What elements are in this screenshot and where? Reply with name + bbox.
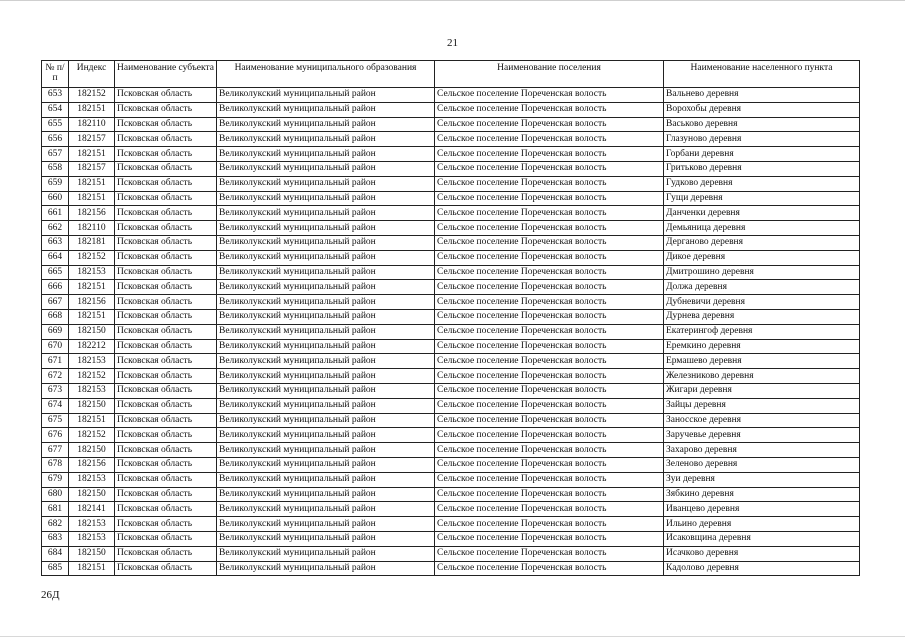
- cell-subject: Псковская область: [115, 472, 217, 487]
- cell-subject: Псковская область: [115, 117, 217, 132]
- cell-locality: Дмитрошино деревня: [664, 265, 860, 280]
- cell-locality: Гритьково деревня: [664, 161, 860, 176]
- cell-locality: Екатерингоф деревня: [664, 324, 860, 339]
- cell-settlement: Сельское поселение Пореченская волость: [435, 413, 664, 428]
- cell-subject: Псковская область: [115, 176, 217, 191]
- cell-locality: Иванцево деревня: [664, 502, 860, 517]
- cell-municipality: Великолукский муниципальный район: [217, 117, 435, 132]
- cell-num: 681: [42, 502, 69, 517]
- cell-subject: Псковская область: [115, 324, 217, 339]
- cell-subject: Псковская область: [115, 265, 217, 280]
- cell-index: 182151: [69, 102, 115, 117]
- cell-index: 182150: [69, 398, 115, 413]
- table-row: [42, 502, 860, 517]
- cell-municipality: Великолукский муниципальный район: [217, 561, 435, 576]
- cell-settlement: Сельское поселение Пореченская волость: [435, 88, 664, 103]
- table-row: [42, 383, 860, 398]
- cell-locality: Зеленово деревня: [664, 457, 860, 472]
- table-row: [42, 443, 860, 458]
- cell-subject: Псковская область: [115, 531, 217, 546]
- cell-index: 182152: [69, 369, 115, 384]
- cell-num: 659: [42, 176, 69, 191]
- cell-index: 182110: [69, 117, 115, 132]
- cell-subject: Псковская область: [115, 221, 217, 236]
- cell-num: 672: [42, 369, 69, 384]
- cell-settlement: Сельское поселение Пореченская волость: [435, 517, 664, 532]
- cell-settlement: Сельское поселение Пореченская волость: [435, 324, 664, 339]
- cell-settlement: Сельское поселение Пореченская волость: [435, 117, 664, 132]
- table-row: [42, 147, 860, 162]
- cell-locality: Зуи деревня: [664, 472, 860, 487]
- cell-num: 668: [42, 309, 69, 324]
- table-row: [42, 428, 860, 443]
- cell-index: 182110: [69, 221, 115, 236]
- cell-subject: Псковская область: [115, 383, 217, 398]
- table-row: [42, 206, 860, 221]
- cell-num: 658: [42, 161, 69, 176]
- cell-subject: Псковская область: [115, 161, 217, 176]
- cell-subject: Псковская область: [115, 102, 217, 117]
- cell-index: 182150: [69, 443, 115, 458]
- cell-municipality: Великолукский муниципальный район: [217, 413, 435, 428]
- cell-municipality: Великолукский муниципальный район: [217, 354, 435, 369]
- cell-subject: Псковская область: [115, 147, 217, 162]
- table-row: [42, 487, 860, 502]
- cell-settlement: Сельское поселение Пореченская волость: [435, 546, 664, 561]
- table-row: [42, 176, 860, 191]
- header-settlement: Наименование поселения: [435, 61, 664, 88]
- cell-subject: Псковская область: [115, 206, 217, 221]
- cell-municipality: Великолукский муниципальный район: [217, 487, 435, 502]
- cell-index: 182152: [69, 428, 115, 443]
- table-row: [42, 339, 860, 354]
- cell-settlement: Сельское поселение Пореченская волость: [435, 161, 664, 176]
- cell-index: 182151: [69, 280, 115, 295]
- table-row: [42, 546, 860, 561]
- cell-municipality: Великолукский муниципальный район: [217, 235, 435, 250]
- cell-municipality: Великолукский муниципальный район: [217, 280, 435, 295]
- cell-municipality: Великолукский муниципальный район: [217, 265, 435, 280]
- table-body: [42, 88, 860, 576]
- cell-subject: Псковская область: [115, 487, 217, 502]
- cell-settlement: Сельское поселение Пореченская волость: [435, 398, 664, 413]
- cell-locality: Зайцы деревня: [664, 398, 860, 413]
- cell-index: 182151: [69, 147, 115, 162]
- cell-subject: Псковская область: [115, 132, 217, 147]
- footer-code: 26Д: [41, 589, 60, 601]
- cell-index: 182150: [69, 546, 115, 561]
- cell-index: 182153: [69, 354, 115, 369]
- cell-index: 182151: [69, 309, 115, 324]
- table-row: [42, 561, 860, 576]
- cell-subject: Псковская область: [115, 398, 217, 413]
- cell-subject: Псковская область: [115, 502, 217, 517]
- cell-subject: Псковская область: [115, 457, 217, 472]
- cell-settlement: Сельское поселение Пореченская волость: [435, 309, 664, 324]
- cell-subject: Псковская область: [115, 235, 217, 250]
- table-row: [42, 531, 860, 546]
- cell-municipality: Великолукский муниципальный район: [217, 102, 435, 117]
- cell-num: 666: [42, 280, 69, 295]
- cell-subject: Псковская область: [115, 250, 217, 265]
- cell-municipality: Великолукский муниципальный район: [217, 443, 435, 458]
- cell-num: 669: [42, 324, 69, 339]
- cell-locality: Дубневичи деревня: [664, 295, 860, 310]
- cell-subject: Псковская область: [115, 369, 217, 384]
- cell-num: 670: [42, 339, 69, 354]
- cell-locality: Еремкино деревня: [664, 339, 860, 354]
- header-index: Индекс: [69, 61, 115, 88]
- cell-index: 182156: [69, 457, 115, 472]
- cell-subject: Псковская область: [115, 339, 217, 354]
- cell-municipality: Великолукский муниципальный район: [217, 161, 435, 176]
- cell-settlement: Сельское поселение Пореченская волость: [435, 280, 664, 295]
- cell-subject: Псковская область: [115, 354, 217, 369]
- cell-subject: Псковская область: [115, 546, 217, 561]
- table-row: [42, 354, 860, 369]
- cell-locality: Ильино деревня: [664, 517, 860, 532]
- cell-municipality: Великолукский муниципальный район: [217, 88, 435, 103]
- table-row: [42, 132, 860, 147]
- table-row: [42, 88, 860, 103]
- cell-index: 182212: [69, 339, 115, 354]
- cell-index: 182156: [69, 295, 115, 310]
- cell-subject: Псковская область: [115, 191, 217, 206]
- cell-index: 182153: [69, 383, 115, 398]
- cell-num: 679: [42, 472, 69, 487]
- cell-num: 675: [42, 413, 69, 428]
- cell-settlement: Сельское поселение Пореченская волость: [435, 369, 664, 384]
- cell-locality: Дерганово деревня: [664, 235, 860, 250]
- cell-num: 685: [42, 561, 69, 576]
- cell-num: 662: [42, 221, 69, 236]
- cell-subject: Псковская область: [115, 88, 217, 103]
- table-row: [42, 221, 860, 236]
- cell-settlement: Сельское поселение Пореченская волость: [435, 428, 664, 443]
- cell-index: 182153: [69, 517, 115, 532]
- cell-num: 677: [42, 443, 69, 458]
- cell-locality: Данченки деревня: [664, 206, 860, 221]
- table-row: [42, 413, 860, 428]
- cell-num: 656: [42, 132, 69, 147]
- cell-municipality: Великолукский муниципальный район: [217, 250, 435, 265]
- settlements-table: [41, 60, 860, 576]
- cell-num: 655: [42, 117, 69, 132]
- cell-locality: Зябкино деревня: [664, 487, 860, 502]
- header-subject: Наименование субъекта: [115, 61, 217, 88]
- cell-municipality: Великолукский муниципальный район: [217, 546, 435, 561]
- cell-municipality: Великолукский муниципальный район: [217, 457, 435, 472]
- cell-index: 182151: [69, 176, 115, 191]
- cell-num: 667: [42, 295, 69, 310]
- cell-settlement: Сельское поселение Пореченская волость: [435, 102, 664, 117]
- cell-num: 680: [42, 487, 69, 502]
- table-row: [42, 102, 860, 117]
- cell-settlement: Сельское поселение Пореченская волость: [435, 235, 664, 250]
- cell-num: 684: [42, 546, 69, 561]
- cell-settlement: Сельское поселение Пореченская волость: [435, 339, 664, 354]
- header-municipality: Наименование муниципального образования: [217, 61, 435, 88]
- cell-index: 182150: [69, 487, 115, 502]
- cell-municipality: Великолукский муниципальный район: [217, 309, 435, 324]
- cell-index: 182151: [69, 413, 115, 428]
- cell-num: 657: [42, 147, 69, 162]
- cell-municipality: Великолукский муниципальный район: [217, 531, 435, 546]
- header-row: [42, 61, 860, 88]
- cell-municipality: Великолукский муниципальный район: [217, 369, 435, 384]
- cell-index: 182157: [69, 132, 115, 147]
- table-row: [42, 398, 860, 413]
- cell-locality: Захарово деревня: [664, 443, 860, 458]
- cell-locality: Жигари деревня: [664, 383, 860, 398]
- cell-num: 661: [42, 206, 69, 221]
- cell-locality: Гущи деревня: [664, 191, 860, 206]
- cell-settlement: Сельское поселение Пореченская волость: [435, 132, 664, 147]
- cell-subject: Псковская область: [115, 295, 217, 310]
- cell-index: 182151: [69, 561, 115, 576]
- cell-num: 665: [42, 265, 69, 280]
- table-row: [42, 369, 860, 384]
- cell-subject: Псковская область: [115, 280, 217, 295]
- table-row: [42, 517, 860, 532]
- cell-subject: Псковская область: [115, 309, 217, 324]
- cell-settlement: Сельское поселение Пореченская волость: [435, 354, 664, 369]
- table-row: [42, 117, 860, 132]
- cell-num: 660: [42, 191, 69, 206]
- cell-settlement: Сельское поселение Пореченская волость: [435, 383, 664, 398]
- cell-locality: Ворохобы деревня: [664, 102, 860, 117]
- cell-settlement: Сельское поселение Пореченская волость: [435, 487, 664, 502]
- cell-num: 663: [42, 235, 69, 250]
- table-row: [42, 265, 860, 280]
- cell-municipality: Великолукский муниципальный район: [217, 191, 435, 206]
- cell-municipality: Великолукский муниципальный район: [217, 398, 435, 413]
- cell-municipality: Великолукский муниципальный район: [217, 472, 435, 487]
- cell-municipality: Великолукский муниципальный район: [217, 324, 435, 339]
- cell-settlement: Сельское поселение Пореченская волость: [435, 502, 664, 517]
- table-row: [42, 309, 860, 324]
- cell-municipality: Великолукский муниципальный район: [217, 132, 435, 147]
- cell-settlement: Сельское поселение Пореченская волость: [435, 457, 664, 472]
- cell-num: 678: [42, 457, 69, 472]
- cell-locality: Исачково деревня: [664, 546, 860, 561]
- cell-index: 182181: [69, 235, 115, 250]
- cell-num: 673: [42, 383, 69, 398]
- page-number: 21: [447, 37, 458, 49]
- cell-settlement: Сельское поселение Пореченская волость: [435, 561, 664, 576]
- table-row: [42, 280, 860, 295]
- cell-settlement: Сельское поселение Пореченская волость: [435, 191, 664, 206]
- cell-settlement: Сельское поселение Пореченская волость: [435, 147, 664, 162]
- cell-municipality: Великолукский муниципальный район: [217, 221, 435, 236]
- cell-municipality: Великолукский муниципальный район: [217, 206, 435, 221]
- cell-settlement: Сельское поселение Пореченская волость: [435, 295, 664, 310]
- cell-num: 653: [42, 88, 69, 103]
- cell-index: 182151: [69, 191, 115, 206]
- cell-subject: Псковская область: [115, 413, 217, 428]
- cell-index: 182153: [69, 531, 115, 546]
- cell-index: 182153: [69, 472, 115, 487]
- cell-locality: Дурнева деревня: [664, 309, 860, 324]
- cell-locality: Должа деревня: [664, 280, 860, 295]
- cell-municipality: Великолукский муниципальный район: [217, 428, 435, 443]
- cell-locality: Заносское деревня: [664, 413, 860, 428]
- cell-locality: Горбани деревня: [664, 147, 860, 162]
- cell-index: 182153: [69, 265, 115, 280]
- cell-municipality: Великолукский муниципальный район: [217, 517, 435, 532]
- cell-locality: Глазуново деревня: [664, 132, 860, 147]
- cell-num: 654: [42, 102, 69, 117]
- cell-num: 676: [42, 428, 69, 443]
- table-row: [42, 250, 860, 265]
- cell-subject: Псковская область: [115, 561, 217, 576]
- cell-locality: Васьково деревня: [664, 117, 860, 132]
- table-row: [42, 161, 860, 176]
- cell-settlement: Сельское поселение Пореченская волость: [435, 265, 664, 280]
- table-row: [42, 324, 860, 339]
- cell-locality: Заручевье деревня: [664, 428, 860, 443]
- cell-locality: Дикое деревня: [664, 250, 860, 265]
- cell-locality: Железниково деревня: [664, 369, 860, 384]
- cell-settlement: Сельское поселение Пореченская волость: [435, 206, 664, 221]
- cell-settlement: Сельское поселение Пореченская волость: [435, 176, 664, 191]
- cell-subject: Псковская область: [115, 428, 217, 443]
- cell-municipality: Великолукский муниципальный район: [217, 147, 435, 162]
- cell-locality: Исаковщина деревня: [664, 531, 860, 546]
- cell-num: 683: [42, 531, 69, 546]
- cell-settlement: Сельское поселение Пореченская волость: [435, 250, 664, 265]
- cell-locality: Кадолово деревня: [664, 561, 860, 576]
- table-row: [42, 472, 860, 487]
- cell-num: 674: [42, 398, 69, 413]
- cell-municipality: Великолукский муниципальный район: [217, 295, 435, 310]
- table-header: [42, 61, 860, 88]
- header-locality: Наименование населенного пункта: [664, 61, 860, 88]
- cell-settlement: Сельское поселение Пореченская волость: [435, 531, 664, 546]
- cell-municipality: Великолукский муниципальный район: [217, 339, 435, 354]
- cell-locality: Демьяница деревня: [664, 221, 860, 236]
- cell-num: 682: [42, 517, 69, 532]
- cell-settlement: Сельское поселение Пореченская волость: [435, 443, 664, 458]
- cell-index: 182141: [69, 502, 115, 517]
- cell-num: 671: [42, 354, 69, 369]
- cell-index: 182152: [69, 250, 115, 265]
- cell-municipality: Великолукский муниципальный район: [217, 383, 435, 398]
- cell-settlement: Сельское поселение Пореченская волость: [435, 472, 664, 487]
- cell-settlement: Сельское поселение Пореченская волость: [435, 221, 664, 236]
- cell-locality: Вальнево деревня: [664, 88, 860, 103]
- cell-municipality: Великолукский муниципальный район: [217, 502, 435, 517]
- cell-locality: Гудково деревня: [664, 176, 860, 191]
- cell-subject: Псковская область: [115, 517, 217, 532]
- header-num: № п/п: [42, 61, 69, 88]
- cell-index: 182156: [69, 206, 115, 221]
- scan-edge-top: [0, 0, 905, 1]
- table-row: [42, 295, 860, 310]
- scan-edge-bottom: [0, 636, 905, 637]
- cell-index: 182157: [69, 161, 115, 176]
- cell-municipality: Великолукский муниципальный район: [217, 176, 435, 191]
- table-row: [42, 191, 860, 206]
- cell-index: 182150: [69, 324, 115, 339]
- cell-locality: Ермашево деревня: [664, 354, 860, 369]
- table-row: [42, 235, 860, 250]
- cell-num: 664: [42, 250, 69, 265]
- table-row: [42, 457, 860, 472]
- cell-index: 182152: [69, 88, 115, 103]
- cell-subject: Псковская область: [115, 443, 217, 458]
